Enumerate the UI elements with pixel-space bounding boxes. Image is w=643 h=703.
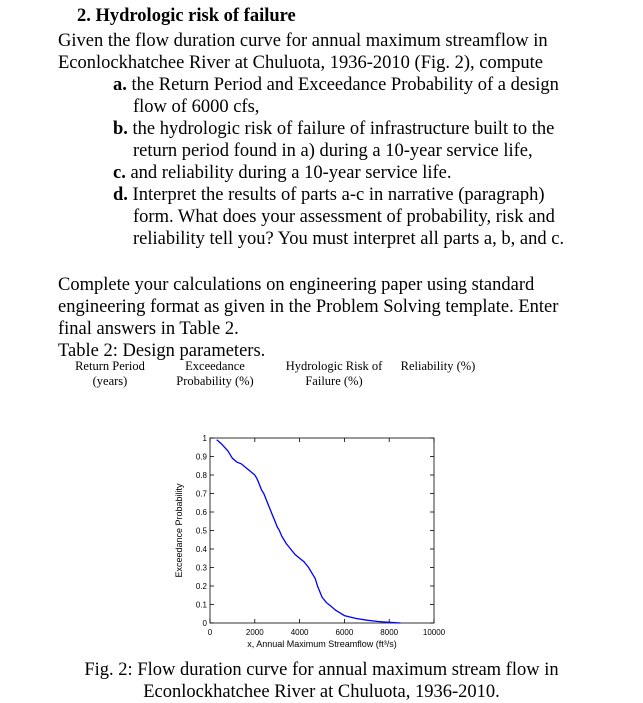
table-header-risk-line-1: Hydrologic Risk of: [285, 359, 383, 373]
x-tick-label: 8000: [380, 628, 399, 637]
figure-caption-line-2: Econlockhatchee River at Chuluota, 1936-2010.: [143, 682, 500, 702]
x-tick-label: 0: [207, 628, 213, 637]
item-a-marker: a.: [113, 75, 127, 95]
instructions-line-3: final answers in Table 2.: [58, 319, 239, 339]
y-tick-label: 0.6: [195, 508, 207, 517]
figure-caption-line-1: Fig. 2: Flow duration curve for annual maximum stream flow in: [84, 660, 559, 680]
item-d: [113, 184, 545, 206]
intro-line-1: Given the flow duration curve for annual maximum streamflow in: [58, 31, 548, 51]
y-tick-label: 0.9: [195, 452, 207, 462]
table-header-risk-line-2: Failure (%): [305, 374, 363, 388]
x-tick-label: 2000: [245, 628, 264, 637]
table-header-exceedance: [165, 359, 265, 389]
y-tick-label: 0.2: [195, 582, 207, 591]
item-a-line-1: the Return Period and Exceedance Probability of a design: [131, 75, 559, 95]
y-tick-label: 0.8: [195, 471, 207, 480]
item-b: [113, 118, 554, 140]
item-c-line-1: and reliability during a 10-year service life.: [130, 163, 452, 183]
x-tick-label: 6000: [335, 628, 354, 637]
chart-ylabel: Exceedance Probability: [174, 483, 184, 578]
table-title: Table 2: Design parameters.: [58, 341, 266, 361]
table-header-exceedance-line-1: Exceedance: [185, 359, 245, 373]
table-header-return-period-line-2: (years): [92, 374, 128, 388]
section-heading: 2. Hydrologic risk of failure: [77, 6, 296, 26]
item-b-line-1: the hydrologic risk of failure of infrastructure built to the: [132, 119, 555, 139]
y-tick-label: 0.7: [195, 489, 207, 499]
instructions-line-2: engineering format as given in the Problem Solving template. Enter: [58, 297, 559, 317]
y-tick-label: 0.3: [195, 563, 207, 573]
flow-duration-chart: [170, 428, 480, 650]
item-c: [113, 162, 452, 184]
instructions-line-1: Complete your calculations on engineering paper using standard: [58, 275, 535, 295]
item-c-marker: c.: [113, 163, 126, 183]
table-header-return-period: [65, 359, 155, 389]
item-d-line-2: form. What does your assessment of probability, risk and: [133, 207, 555, 227]
table-header-return-period-line-1: Return Period: [75, 359, 145, 373]
y-tick-label: 0: [202, 619, 207, 628]
item-b-line-2: return period found in a) during a 10-year service life,: [133, 141, 533, 161]
table-header-reliability-line-1: Reliability (%): [400, 359, 476, 373]
series-line-flow-duration: [217, 440, 401, 623]
y-tick-label: 0.5: [195, 526, 207, 536]
y-tick-label: 0.1: [195, 600, 207, 610]
x-tick-label: 4000: [290, 628, 309, 637]
item-d-line-1: Interpret the results of parts a-c in narrative (paragraph): [132, 185, 545, 205]
table-header-exceedance-line-2: Probability (%): [176, 374, 254, 388]
table-header-risk: [278, 359, 390, 389]
item-a: [113, 74, 559, 96]
item-d-marker: d.: [113, 185, 128, 205]
item-d-line-3: reliability tell you? You must interpret all parts a, b, and c.: [133, 229, 565, 249]
intro-line-2: Econlockhatchee River at Chuluota, 1936-2010 (Fig. 2), compute: [58, 53, 543, 73]
item-a-line-2: flow of 6000 cfs,: [133, 97, 260, 117]
y-tick-label: 1: [202, 434, 207, 443]
table-header-reliability: [392, 359, 484, 374]
x-tick-label: 10000: [422, 628, 446, 637]
y-tick-label: 0.4: [195, 545, 207, 554]
chart-xlabel: x, Annual Maximum Streamflow (ft³/s): [247, 639, 397, 649]
item-b-marker: b.: [113, 119, 128, 139]
